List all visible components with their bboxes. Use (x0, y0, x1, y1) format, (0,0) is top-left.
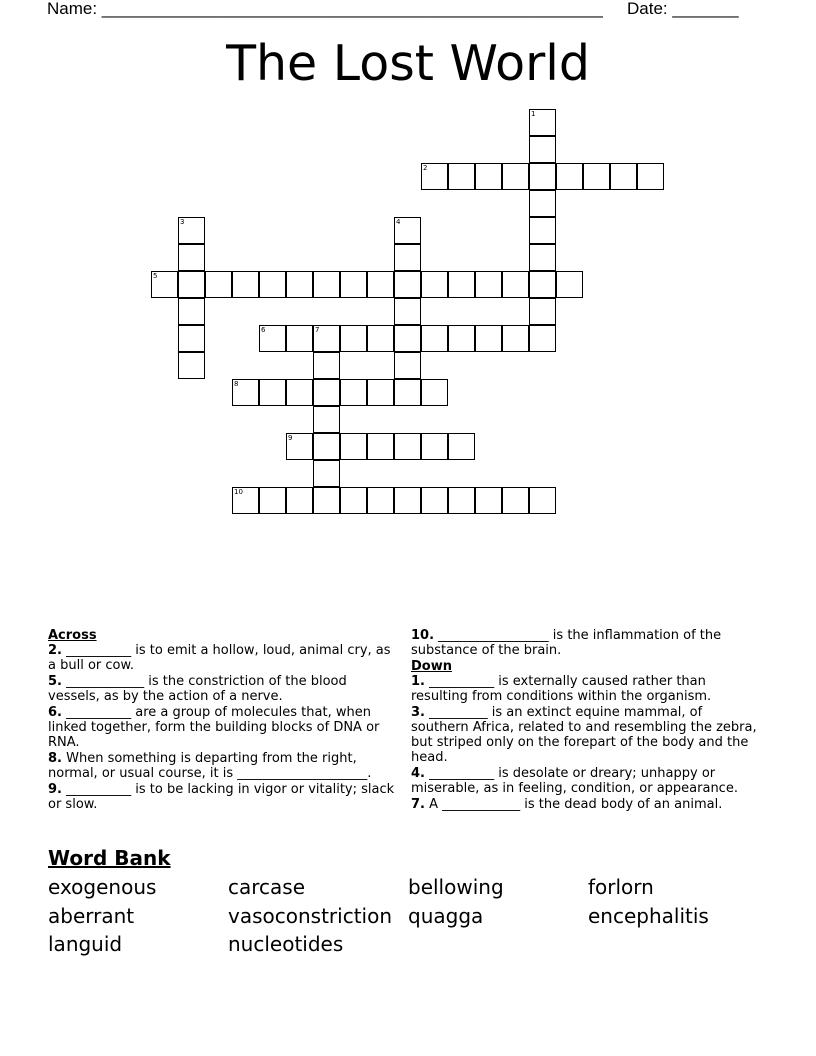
grid-cell[interactable] (502, 325, 529, 352)
grid-cell[interactable] (475, 325, 502, 352)
grid-cell[interactable] (448, 487, 475, 514)
clue-number: 8 (234, 380, 239, 388)
grid-cell[interactable] (232, 487, 259, 514)
grid-cell[interactable] (232, 271, 259, 298)
grid-cell[interactable] (394, 271, 421, 298)
grid-cell[interactable] (313, 433, 340, 460)
clue-number: 7 (315, 326, 320, 334)
clue-text: _________________ is the inflammation of the substance of the brain. (411, 628, 722, 658)
grid-cell[interactable] (529, 109, 556, 136)
clue-number: 9 (288, 434, 293, 442)
clue (48, 674, 398, 704)
clue-number: 6. (48, 705, 62, 720)
word-bank-title: Word Bank (48, 846, 171, 870)
clue-text: __________ is to be lacking in vigor or vitality; slack or slow. (48, 782, 395, 812)
down-heading: Down (411, 659, 452, 674)
grid-cell[interactable] (340, 271, 367, 298)
clue-text: __________ is to emit a hollow, loud, animal cry, as a bull or cow. (48, 643, 391, 673)
grid-cell[interactable] (502, 271, 529, 298)
grid-cell[interactable] (421, 379, 448, 406)
grid-cell[interactable] (205, 271, 232, 298)
grid-cell[interactable] (178, 271, 205, 298)
clue (411, 766, 763, 796)
grid-cell[interactable] (313, 352, 340, 379)
grid-cell[interactable] (178, 352, 205, 379)
clue-number: 1 (531, 110, 536, 118)
clue-text: _________ is an extinct equine mammal, of southern Africa, related to and resembling the zebra, but striped only on the forepart of the body and the head. (411, 705, 757, 765)
grid-cell[interactable] (394, 433, 421, 460)
clue-text: When something is departing from the right, normal, or usual course, it is ____________________. (48, 751, 372, 781)
grid-cell[interactable] (610, 163, 637, 190)
grid-cell[interactable] (151, 271, 178, 298)
grid-cell[interactable] (529, 163, 556, 190)
date-field[interactable]: Date: _______ (627, 0, 739, 18)
grid-cell[interactable] (367, 271, 394, 298)
clue (411, 674, 763, 704)
grid-cell[interactable] (367, 379, 394, 406)
clue (48, 751, 398, 781)
word-bank-item: bellowing (408, 875, 504, 899)
clues-left-column (48, 628, 398, 813)
word-bank-item: forlorn (588, 875, 654, 899)
grid-cell[interactable] (529, 217, 556, 244)
grid-cell[interactable] (556, 163, 583, 190)
clue-text: __________ is desolate or dreary; unhappy or miserable, as in feeling, condition, or appearance. (411, 766, 738, 796)
grid-cell[interactable] (286, 325, 313, 352)
grid-cell[interactable] (448, 163, 475, 190)
grid-cell[interactable] (367, 487, 394, 514)
clue-number: 6 (261, 326, 266, 334)
word-bank-item: languid (48, 932, 123, 956)
grid-cell[interactable] (313, 406, 340, 433)
clue-number: 10 (234, 488, 243, 496)
grid-cell[interactable] (286, 487, 313, 514)
grid-cell[interactable] (313, 325, 340, 352)
grid-cell[interactable] (286, 433, 313, 460)
page-title: The Lost World (226, 35, 590, 92)
grid-cell[interactable] (529, 487, 556, 514)
grid-cell[interactable] (556, 271, 583, 298)
grid-cell[interactable] (529, 244, 556, 271)
word-bank-item: carcase (228, 875, 306, 899)
clue-number: 1. (411, 674, 425, 689)
clue-number: 5 (153, 272, 158, 280)
grid-cell[interactable] (259, 325, 286, 352)
grid-cell[interactable] (421, 271, 448, 298)
grid-cell[interactable] (421, 163, 448, 190)
clue-number: 7. (411, 797, 425, 812)
grid-cell[interactable] (394, 244, 421, 271)
grid-cell[interactable] (583, 163, 610, 190)
clue-number: 10. (411, 628, 435, 643)
grid-cell[interactable] (448, 271, 475, 298)
grid-cell[interactable] (259, 379, 286, 406)
grid-cell[interactable] (394, 325, 421, 352)
word-bank (48, 873, 768, 959)
word-bank-item: vasoconstriction (228, 903, 393, 928)
grid-cell[interactable] (313, 487, 340, 514)
grid-cell[interactable] (340, 379, 367, 406)
grid-cell[interactable] (178, 298, 205, 325)
grid-cell[interactable] (502, 487, 529, 514)
grid-cell[interactable] (367, 433, 394, 460)
clue (411, 797, 763, 812)
clue-text: __________ is externally caused rather than resulting from conditions within the organism. (411, 674, 712, 704)
grid-cell[interactable] (313, 271, 340, 298)
clue (48, 705, 398, 750)
grid-cell[interactable] (529, 325, 556, 352)
grid-cell[interactable] (394, 298, 421, 325)
grid-cell[interactable] (259, 271, 286, 298)
clue (48, 782, 398, 812)
word-bank-item: aberrant (48, 903, 135, 928)
grid-cell[interactable] (421, 325, 448, 352)
grid-cell[interactable] (529, 136, 556, 163)
grid-cell[interactable] (259, 487, 286, 514)
grid-cell[interactable] (394, 487, 421, 514)
clue-number: 2. (48, 643, 62, 658)
grid-cell[interactable] (313, 460, 340, 487)
clue-number: 5. (48, 674, 62, 689)
clue-number: 9. (48, 782, 62, 797)
grid-cell[interactable] (529, 190, 556, 217)
word-bank-item: encephalitis (588, 903, 709, 928)
grid-cell[interactable] (286, 379, 313, 406)
across-heading: Across (48, 628, 97, 643)
clue (411, 705, 763, 765)
clues-right-column (411, 628, 763, 813)
grid-cell[interactable] (313, 379, 340, 406)
grid-cell[interactable] (178, 325, 205, 352)
clue-text: __________ are a group of molecules that, when linked together, form the building blocks of DNA or RNA. (48, 705, 380, 750)
grid-cell[interactable] (475, 271, 502, 298)
grid-cell[interactable] (340, 433, 367, 460)
grid-cell[interactable] (178, 217, 205, 244)
grid-cell[interactable] (529, 271, 556, 298)
clue (411, 628, 763, 658)
grid-cell[interactable] (394, 352, 421, 379)
grid-cell[interactable] (421, 433, 448, 460)
grid-cell[interactable] (232, 379, 259, 406)
clue-text: A ____________ is the dead body of an animal. (424, 797, 723, 812)
grid-cell[interactable] (340, 325, 367, 352)
grid-cell[interactable] (394, 379, 421, 406)
word-bank-item: nucleotides (228, 932, 344, 956)
grid-cell[interactable] (178, 244, 205, 271)
clue-number: 2 (423, 164, 428, 172)
grid-cell[interactable] (367, 325, 394, 352)
grid-cell[interactable] (448, 325, 475, 352)
word-bank-item: exogenous (48, 875, 157, 899)
clue (48, 643, 398, 673)
grid-cell[interactable] (529, 298, 556, 325)
grid-cell[interactable] (637, 163, 664, 190)
name-field[interactable]: Name: _____________________________________________________ (47, 0, 603, 18)
clue-text: ____________ is the constriction of the blood vessels, as by the action of a nerve. (48, 674, 347, 704)
grid-cell[interactable] (286, 271, 313, 298)
clue-number: 3 (180, 218, 185, 226)
word-bank-item: quagga (408, 903, 484, 928)
grid-cell[interactable] (475, 163, 502, 190)
grid-cell[interactable] (448, 433, 475, 460)
grid-cell[interactable] (502, 163, 529, 190)
grid-cell[interactable] (421, 487, 448, 514)
clue-number: 3. (411, 705, 425, 720)
clue-number: 4 (396, 218, 401, 226)
clue-number: 4. (411, 766, 425, 781)
grid-cell[interactable] (475, 487, 502, 514)
clue-number: 8. (48, 751, 62, 766)
grid-cell[interactable] (340, 487, 367, 514)
grid-cell[interactable] (394, 217, 421, 244)
